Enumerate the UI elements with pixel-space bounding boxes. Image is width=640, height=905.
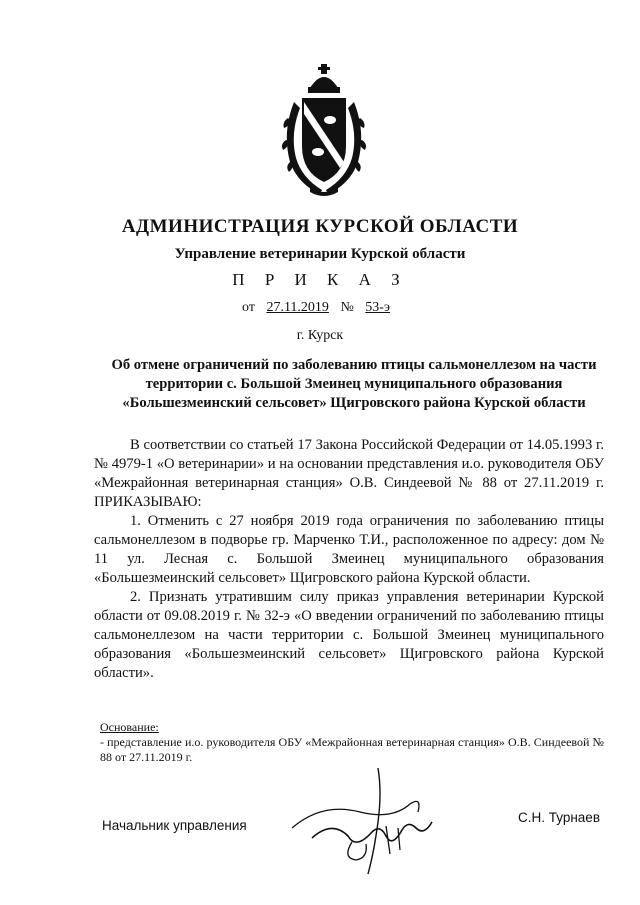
document-date: 27.11.2019	[266, 300, 329, 315]
preamble-paragraph: В соответствии со статьей 17 Закона Российской Федерации от 14.05.1993 г. № 4979-1 «О ветеринарии» и на основании представления и.о. руководителя ОБУ «Межрайонная ветеринарная станция» О.В. Синдеевой № 88 от 27.11.2019 г. ПРИКАЗЫВАЮ:	[94, 437, 604, 510]
city: г. Курск	[296, 328, 344, 343]
number-prefix: №	[340, 300, 354, 315]
document-number: 53-э	[365, 300, 390, 315]
clause-2-paragraph: 2. Признать утратившим силу приказ управления ветеринарии Курской области от 09.08.2019 г. № 32-э «О введении ограничений по заболеванию птицы сальмонеллезом на части территории с. Большой Змеинец муниципального образования «Большезмеинский сельсовет» Щигровского района Курской области».	[94, 589, 604, 681]
kursk-coat-of-arms-icon	[280, 62, 368, 198]
order-body	[94, 436, 604, 683]
signer-position: Начальник управления	[102, 818, 247, 833]
basis-section	[100, 720, 604, 765]
order-subject: Об отмене ограничений по заболеванию птицы сальмонеллезом на части территории с. Большой Змеинец муниципального образования «Большезмеинский сельсовет» Щигровского района Курской области	[111, 357, 597, 411]
department-title: Управление ветеринарии Курской области	[174, 246, 466, 262]
date-prefix: от	[242, 300, 255, 315]
handwritten-signature-icon	[282, 762, 442, 882]
signer-name: С.Н. Турнаев	[518, 810, 600, 825]
document-type: П Р И К А З	[232, 270, 408, 289]
basis-title: Основание:	[100, 720, 159, 734]
agency-title: АДМИНИСТРАЦИЯ КУРСКОЙ ОБЛАСТИ	[121, 216, 519, 237]
basis-text: - представление и.о. руководителя ОБУ «Межрайонная ветеринарная станция» О.В. Синдеевой № 88 от 27.11.2019 г.	[100, 735, 604, 764]
date-number-line	[0, 300, 640, 316]
clause-1-paragraph: 1. Отменить с 27 ноября 2019 года ограничения по заболеванию птицы сальмонеллезом в подворье гр. Марченко Т.И., расположенное по адресу: дом № 11 ул. Лесная с. Большой Змеинец муниципального образования «Большезмеинский сельсовет» Щигровского района Курской области.	[94, 513, 604, 586]
